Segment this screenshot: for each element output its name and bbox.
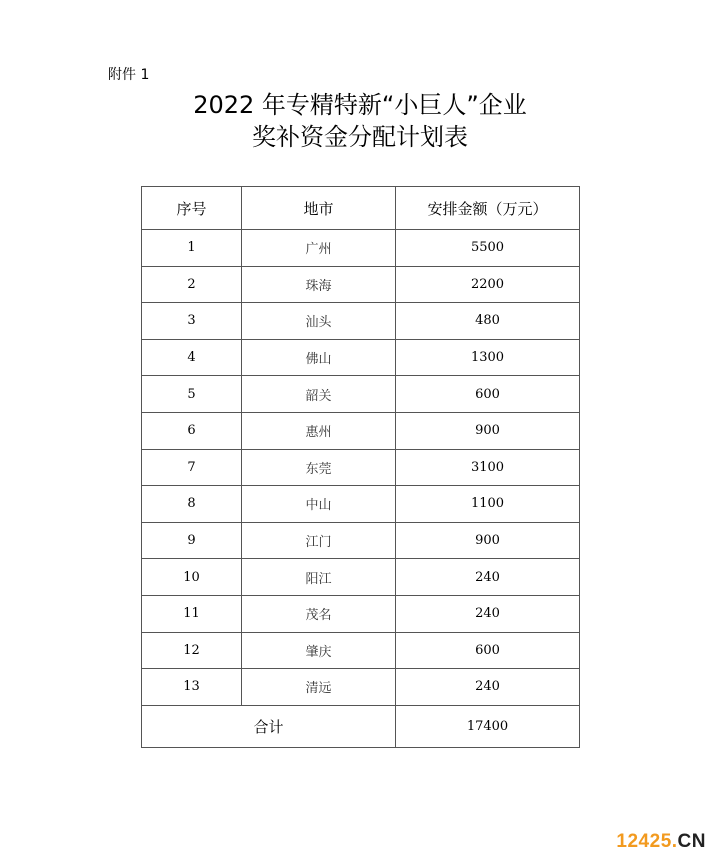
row-amount: 600 (396, 632, 580, 669)
row-amount: 900 (396, 522, 580, 559)
table-row (142, 669, 580, 706)
row-number: 5 (142, 376, 242, 413)
table-header-row (142, 187, 580, 230)
table-row (142, 412, 580, 449)
header-number: 序号 (142, 187, 242, 230)
row-city: 茂名 (242, 595, 396, 632)
row-amount: 2200 (396, 266, 580, 303)
watermark-domain: CN (677, 831, 706, 852)
row-amount: 240 (396, 559, 580, 596)
table-row (142, 486, 580, 523)
row-city: 江门 (242, 522, 396, 559)
table-row (142, 522, 580, 559)
row-number: 6 (142, 412, 242, 449)
row-number: 13 (142, 669, 242, 706)
row-number: 2 (142, 266, 242, 303)
document-title-line-1: 2022 年专精特新“小巨人”企业 (193, 91, 527, 119)
row-amount: 5500 (396, 230, 580, 267)
header-city: 地市 (242, 187, 396, 230)
row-city: 东莞 (242, 449, 396, 486)
row-amount: 480 (396, 303, 580, 340)
header-amount: 安排金额（万元） (396, 187, 580, 230)
site-watermark (616, 831, 706, 853)
row-city: 佛山 (242, 339, 396, 376)
row-city: 阳江 (242, 559, 396, 596)
row-number: 3 (142, 303, 242, 340)
row-number: 8 (142, 486, 242, 523)
table-total-row (142, 705, 580, 747)
row-city: 珠海 (242, 266, 396, 303)
total-label: 合计 (142, 705, 396, 747)
row-amount: 1300 (396, 339, 580, 376)
row-amount: 240 (396, 669, 580, 706)
row-number: 10 (142, 559, 242, 596)
row-number: 1 (142, 230, 242, 267)
row-city: 汕头 (242, 303, 396, 340)
row-number: 9 (142, 522, 242, 559)
row-number: 4 (142, 339, 242, 376)
row-city: 中山 (242, 486, 396, 523)
row-number: 11 (142, 595, 242, 632)
table-row (142, 632, 580, 669)
row-amount: 240 (396, 595, 580, 632)
total-amount: 17400 (396, 705, 580, 747)
row-city: 广州 (242, 230, 396, 267)
row-number: 7 (142, 449, 242, 486)
table-row (142, 449, 580, 486)
attachment-label: 附件 1 (108, 67, 150, 83)
watermark-number: 12425 (616, 831, 672, 852)
row-city: 惠州 (242, 412, 396, 449)
allocation-table (141, 186, 580, 748)
row-amount: 1100 (396, 486, 580, 523)
table-row (142, 595, 580, 632)
table-row (142, 339, 580, 376)
table-row (142, 266, 580, 303)
row-amount: 3100 (396, 449, 580, 486)
row-city: 清远 (242, 669, 396, 706)
row-number: 12 (142, 632, 242, 669)
watermark-dot: . (671, 831, 678, 852)
row-city: 肇庆 (242, 632, 396, 669)
row-city: 韶关 (242, 376, 396, 413)
document-title-line-2: 奖补资金分配计划表 (252, 123, 468, 151)
table-row (142, 376, 580, 413)
table-row (142, 230, 580, 267)
table-row (142, 559, 580, 596)
row-amount: 600 (396, 376, 580, 413)
row-amount: 900 (396, 412, 580, 449)
table-row (142, 303, 580, 340)
